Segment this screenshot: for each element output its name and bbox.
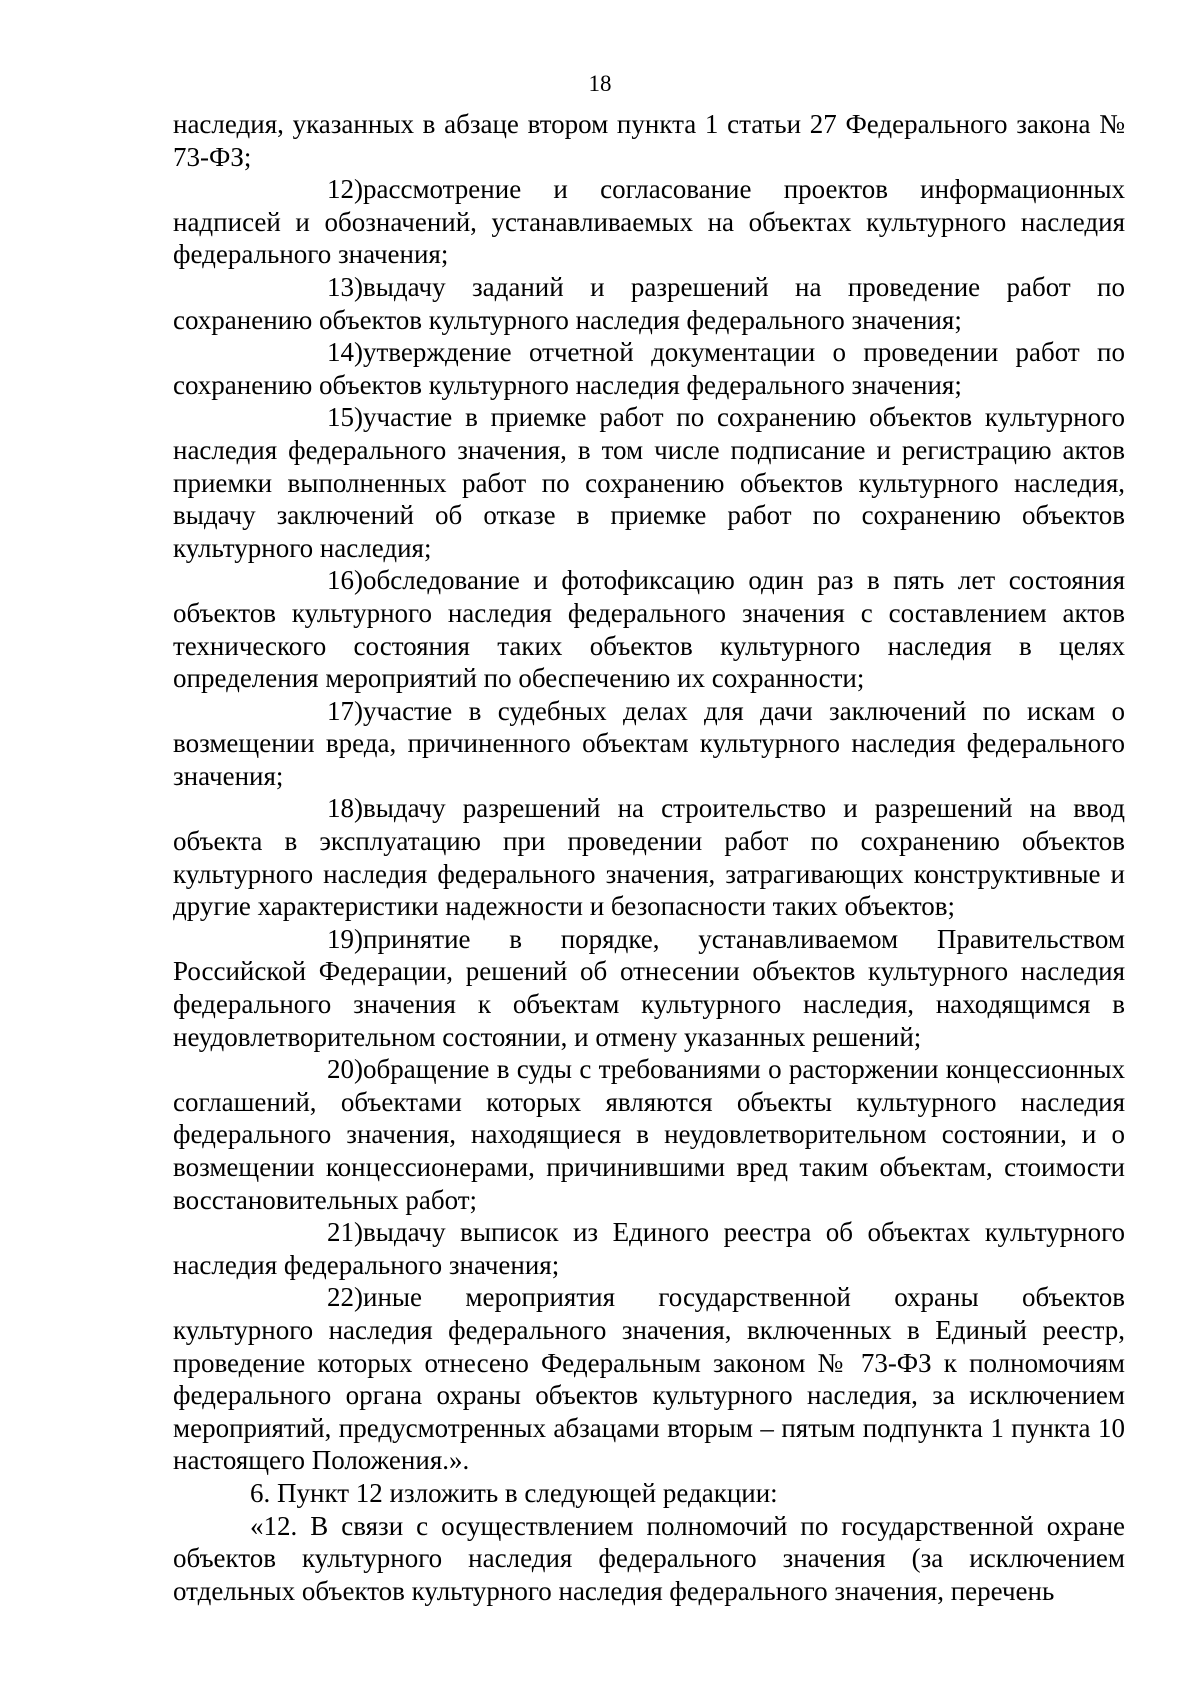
list-item-number: 19) xyxy=(327,923,363,954)
list-item-text: участие в приемке работ по сохранению объектов культурного наследия федерального значения, в том числе подписание и регистрацию актов приемки выполненных работ по сохранению объектов культурного наследия, выдачу заключений об отказе в приемке работ по сохранению объектов культурного наследия; xyxy=(173,402,1125,563)
paragraph-section-6 xyxy=(173,1477,1125,1510)
list-item-text: выдачу заданий и разрешений на проведение работ по сохранению объектов культурного наследия федерального значения; xyxy=(173,271,1125,335)
paragraph-continuation xyxy=(173,108,1125,173)
paragraph-text: «12. В связи с осуществлением полномочий по государственной охране объектов культурного наследия федерального значения (за исключением отдельных объектов культурного наследия федерального значения, перечень xyxy=(173,1510,1125,1606)
list-item-18 xyxy=(173,792,1125,922)
list-item-20 xyxy=(173,1053,1125,1216)
list-item-text: обследование и фотофиксацию один раз в пять лет состояния объектов культурного наследия федерального значения с составлением актов технического состояния таких объектов культурного наследия в целях определения мероприятий по обеспечению их сохранности; xyxy=(173,565,1125,694)
list-item-number: 12) xyxy=(327,174,363,205)
list-item-text: участие в судебных делах для дачи заключений по искам о возмещении вреда, причиненного объектам культурного наследия федерального значения; xyxy=(173,695,1125,791)
list-item-13 xyxy=(173,271,1125,336)
list-item-number: 14) xyxy=(327,337,363,368)
list-item-number: 18) xyxy=(327,793,363,824)
list-item-number: 20) xyxy=(327,1054,363,1085)
page-number: 18 xyxy=(588,71,612,96)
list-item-text: обращение в суды с требованиями о расторжении концессионных соглашений, объектами которых являются объекты культурного наследия федерального значения, находящиеся в неудовлетворительном состоянии, и о возмещении концессионерами, причинившими вред таким объектам, стоимости восстановительных работ; xyxy=(173,1054,1125,1215)
list-item-21 xyxy=(173,1216,1125,1281)
list-item-16 xyxy=(173,564,1125,694)
list-item-19 xyxy=(173,923,1125,1053)
list-item-text: рассмотрение и согласование проектов информационных надписей и обозначений, устанавливаемых на объектах культурного наследия федерального значения; xyxy=(173,174,1125,270)
list-item-text: иные мероприятия государственной охраны объектов культурного наследия федерального значения, включенных в Единый реестр, проведение которых отнесено Федеральным законом № 73-ФЗ к полномочиям федерального органа охраны объектов культурного наследия, за исключением мероприятий, предусмотренных абзацами вторым – пятым подпункта 1 пункта 10 настоящего Положения.». xyxy=(173,1282,1125,1476)
list-item-number: 17) xyxy=(327,695,363,726)
paragraph-clause-12 xyxy=(173,1510,1125,1608)
list-item-22 xyxy=(173,1281,1125,1477)
list-item-text: выдачу выписок из Единого реестра об объектах культурного наследия федерального значения; xyxy=(173,1217,1125,1280)
list-item-15 xyxy=(173,401,1125,564)
list-item-14 xyxy=(173,336,1125,401)
list-item-number: 13) xyxy=(327,271,363,302)
list-item-number: 16) xyxy=(327,565,363,596)
list-item-text: утверждение отчетной документации о проведении работ по сохранению объектов культурного наследия федерального значения; xyxy=(173,337,1125,400)
list-item-12 xyxy=(173,173,1125,271)
list-item-number: 21) xyxy=(327,1217,363,1248)
list-item-text: принятие в порядке, устанавливаемом Правительством Российской Федерации, решений об отнесении объектов культурного наследия федерального значения к объектам культурного наследия, находящимся в неудовлетворительном состоянии, и отмену указанных решений; xyxy=(173,923,1125,1052)
paragraph-text: 6. Пункт 12 изложить в следующей редакции: xyxy=(250,1477,778,1508)
paragraph-text: наследия, указанных в абзаце втором пункта 1 статьи 27 Федерального закона № 73-ФЗ; xyxy=(173,109,1125,172)
list-item-17 xyxy=(173,695,1125,793)
document-body xyxy=(173,108,1125,1607)
list-item-number: 15) xyxy=(327,402,363,433)
list-item-text: выдачу разрешений на строительство и разрешений на ввод объекта в эксплуатацию при проведении работ по сохранению объектов культурного наследия федерального значения, затрагивающих конструктивные и другие характеристики надежности и безопасности таких объектов; xyxy=(173,793,1125,922)
list-item-number: 22) xyxy=(327,1282,363,1313)
